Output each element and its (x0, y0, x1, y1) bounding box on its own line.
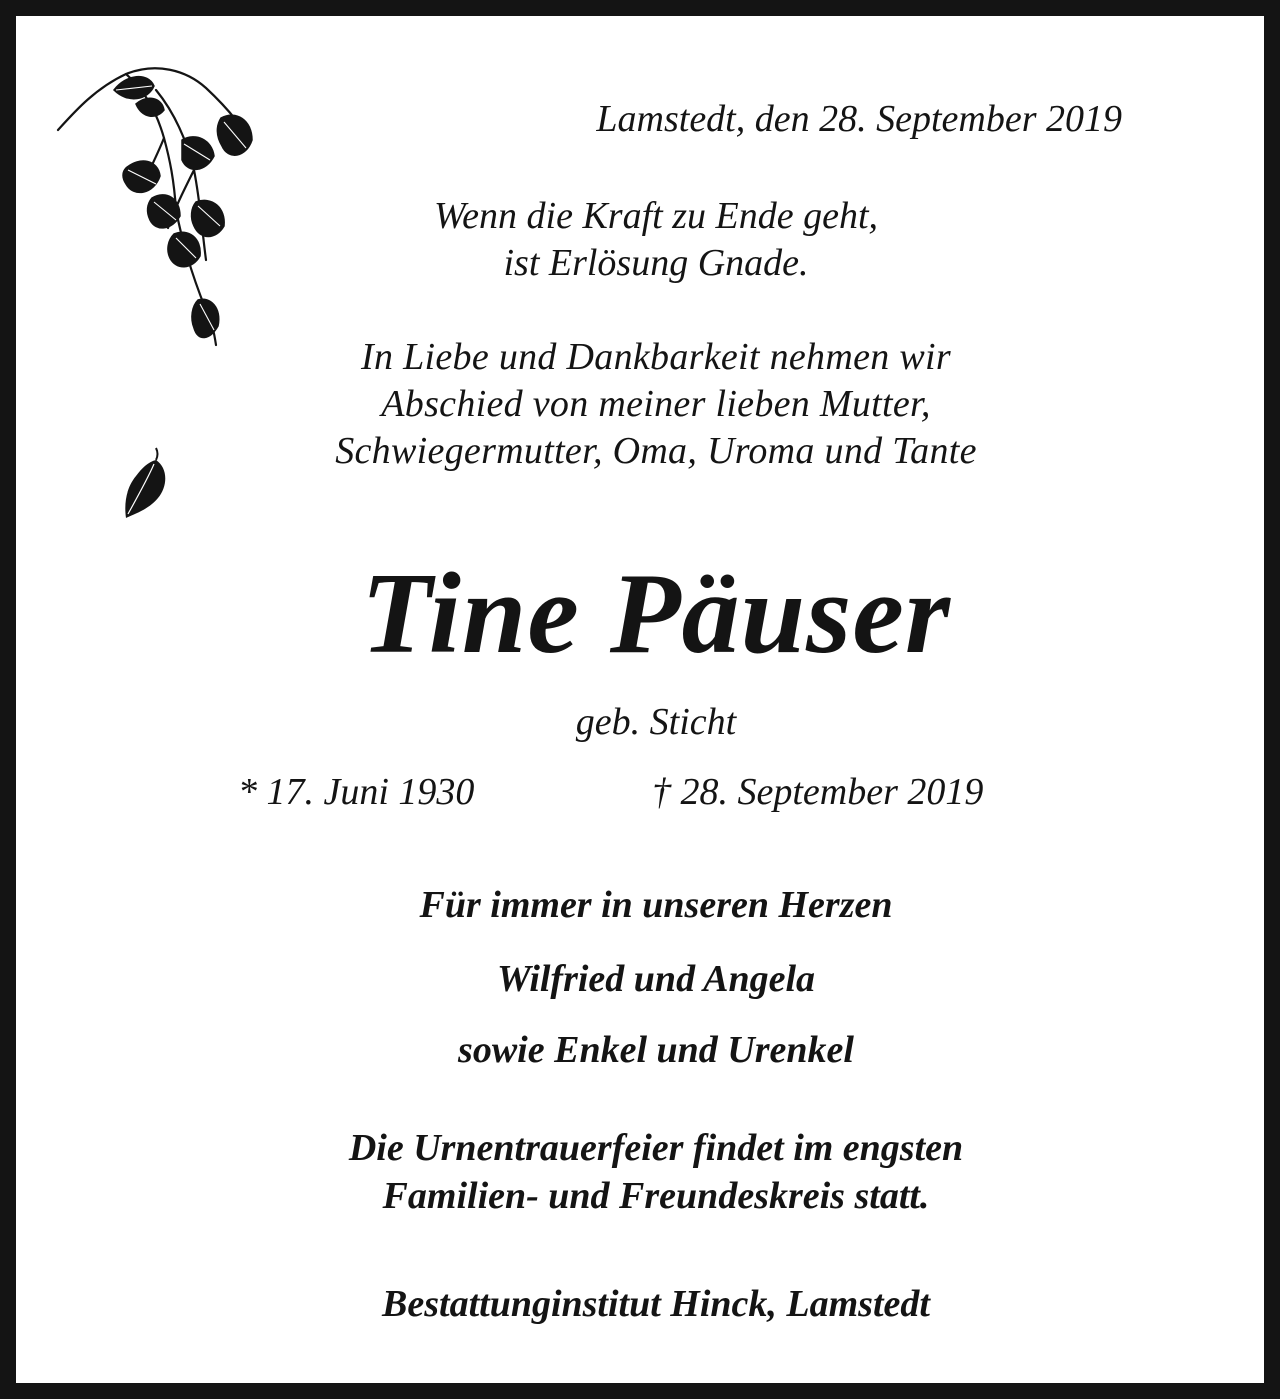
ceremony-line-1: Die Urnentrauerfeier findet im engsten (348, 1127, 964, 1169)
undertaker: Bestattunginstitut Hinck, Lamstedt (382, 1283, 930, 1325)
birth-name: geb. Sticht (575, 701, 737, 743)
closing-line-2: Wilfried und Angela (496, 958, 816, 1000)
closing-line-3: sowie Enkel und Urenkel (458, 1029, 854, 1071)
quote-line-1: Wenn die Kraft zu Ende geht, (434, 195, 878, 237)
deceased-name: Tine Päuser (361, 550, 951, 678)
intro-line-3: Schwiegermutter, Oma, Uroma und Tante (335, 430, 977, 472)
ceremony-line-2: Familien- und Freundeskreis statt. (382, 1175, 930, 1217)
quote-line-2: ist Erlösung Gnade. (503, 242, 809, 284)
place-and-date: Lamstedt, den 28. September 2019 (596, 98, 1122, 140)
birth-date: * 17. Juni 1930 (238, 771, 475, 813)
intro-line-2: Abschied von meiner lieben Mutter, (381, 383, 931, 425)
intro-line-1: In Liebe und Dankbarkeit nehmen wir (361, 336, 951, 378)
closing-line-1: Für immer in unseren Herzen (419, 884, 893, 926)
death-date: † 28. September 2019 (652, 771, 984, 813)
